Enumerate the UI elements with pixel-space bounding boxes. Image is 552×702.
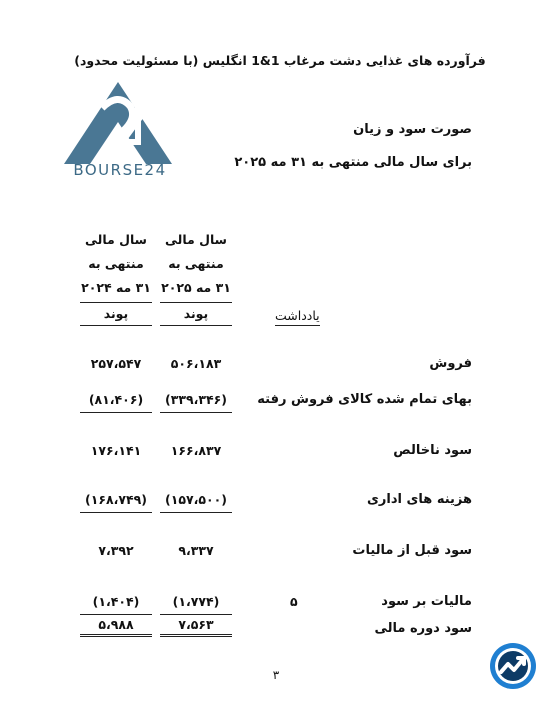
logo-text: BOURSE24	[73, 161, 167, 179]
column-header-line: سال مالی	[85, 232, 147, 247]
value-profit-before-tax-prior: ۷،۳۹۲	[98, 543, 134, 558]
column-header-line: منتهی به	[168, 256, 224, 271]
row-label-sales: فروش	[429, 356, 472, 371]
note-ref-income-tax: ۵	[290, 594, 298, 609]
value-income-tax-current: (۱،۷۷۴)	[172, 594, 220, 609]
unit-current: پوند	[160, 302, 232, 326]
value-income-tax-prior: (۱،۴۰۴)	[92, 594, 140, 609]
row-label-cogs: بهای تمام شده کالای فروش رفته	[257, 392, 472, 407]
column-header-line: ۳۱ مه ۲۰۲۵	[161, 280, 231, 295]
trend-badge-icon	[489, 642, 537, 690]
unit-prior: پوند	[80, 302, 152, 326]
row-label-net-profit: سود دوره مالی	[374, 621, 472, 636]
row-label-gross-profit: سود ناخالص	[393, 443, 472, 458]
value-sales-current: ۵۰۶،۱۸۳	[170, 356, 222, 371]
column-header-line: ۳۱ مه ۲۰۲۴	[81, 280, 151, 295]
value-cogs-current: (۳۳۹،۳۴۶)	[160, 392, 232, 413]
row-label-admin-expenses: هزینه های اداری	[366, 492, 472, 507]
value-net-profit-prior: ۵،۹۸۸	[80, 614, 152, 637]
page-number: ۳	[272, 668, 280, 682]
value-cogs-prior: (۸۱،۴۰۶)	[80, 392, 152, 413]
row-label-profit-before-tax: سود قبل از مالیات	[352, 543, 472, 558]
value-profit-before-tax-current: ۹،۳۳۷	[178, 543, 214, 558]
value-sales-prior: ۲۵۷،۵۴۷	[90, 356, 142, 371]
value-admin-expenses-current: (۱۵۷،۵۰۰)	[160, 492, 232, 513]
company-title: فرآورده های غذایی دشت مرغاب 1&1 انگلیس (با مسئولیت محدود)	[74, 53, 486, 68]
note-column-header: یادداشت	[275, 308, 320, 326]
column-header-line: سال مالی	[165, 232, 227, 247]
value-net-profit-current: ۷،۵۶۳	[160, 614, 232, 637]
report-subtitle: برای سال مالی منتهی به ۳۱ مه ۲۰۲۵	[234, 155, 472, 170]
column-header-line: منتهی به	[88, 256, 144, 271]
value-admin-expenses-prior: (۱۶۸،۷۴۹)	[80, 492, 152, 513]
column-header-prior	[76, 228, 156, 300]
value-gross-profit-current: ۱۶۶،۸۳۷	[170, 443, 222, 458]
value-gross-profit-prior: ۱۷۶،۱۴۱	[90, 443, 142, 458]
report-title: صورت سود و زیان	[353, 122, 472, 137]
row-label-income-tax: مالیات بر سود	[381, 594, 472, 609]
column-header-current	[156, 228, 236, 300]
